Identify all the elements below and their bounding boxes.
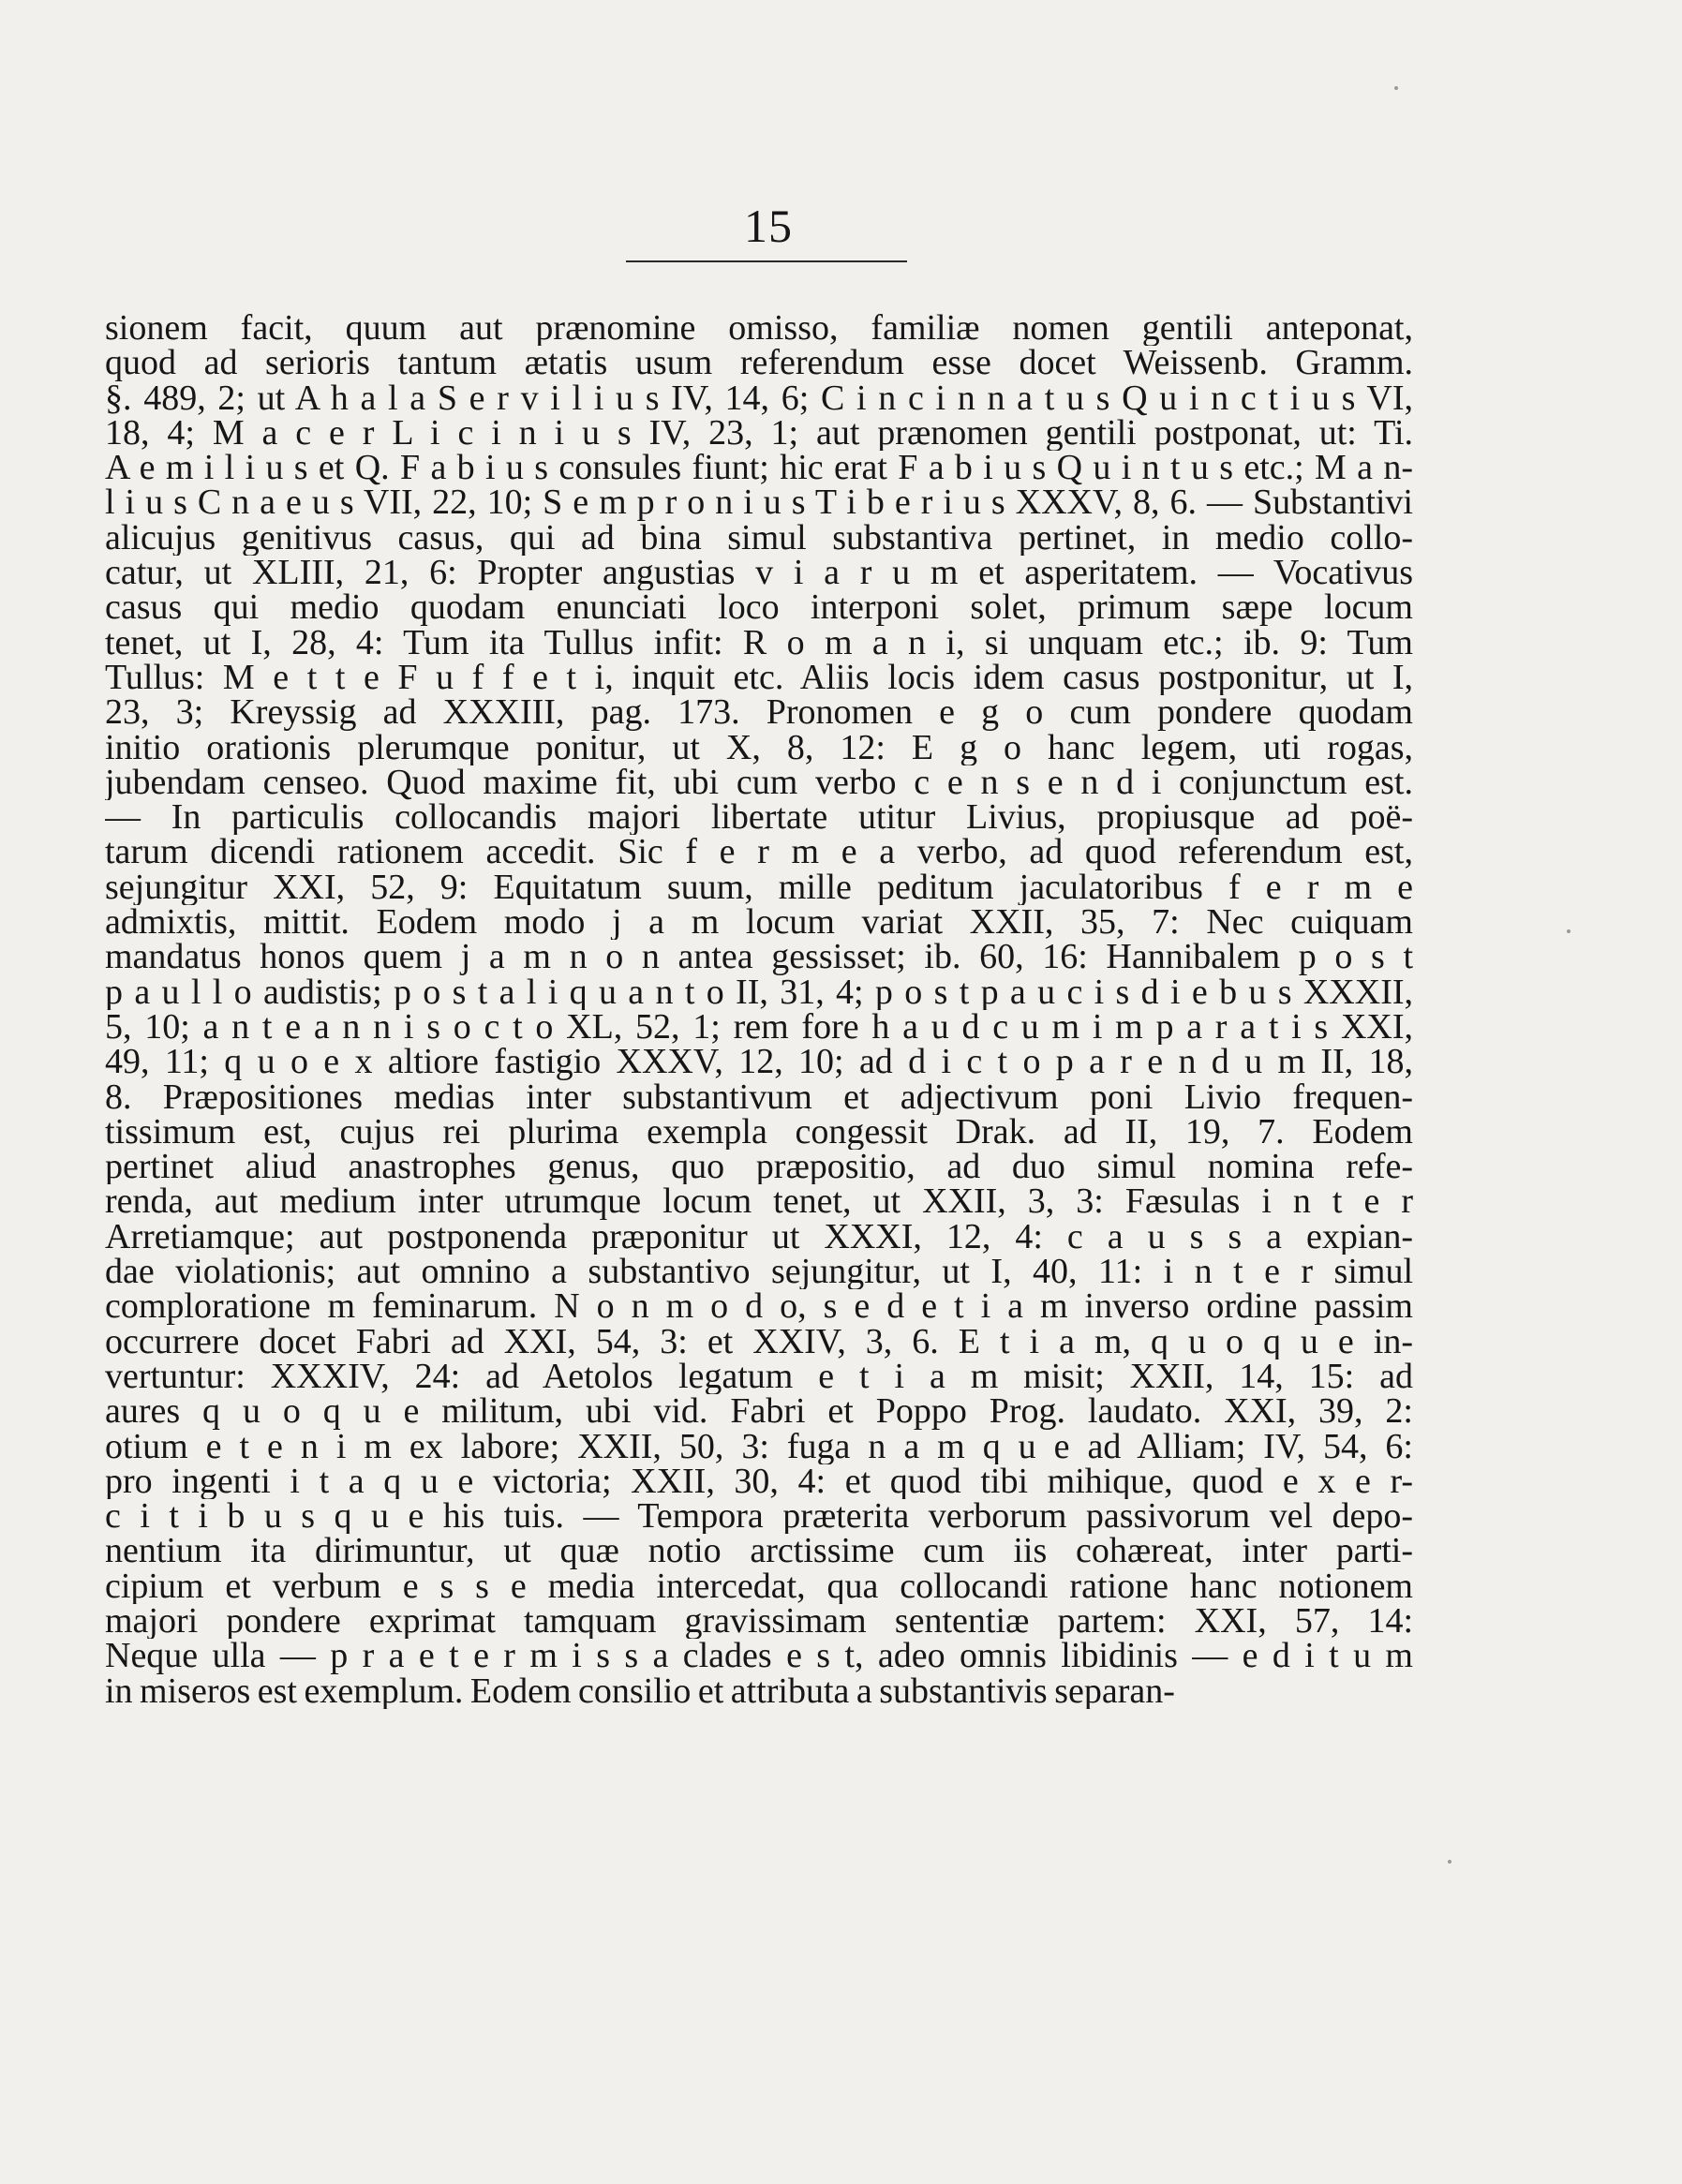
text-line: pro ingenti i t a q u e victoria; XXII, 30, 4: et quod tibi mihique, quod e x e r-: [105, 1463, 1413, 1500]
text-line: dae violationis; aut omnino a substantivo sejungitur, ut I, 40, 11: i n t e r simul: [105, 1255, 1413, 1290]
text-line: — In particulis collocandis majori libertate utitur Livius, propiusque ad poë-: [105, 800, 1413, 836]
text-line: §. 489, 2; ut A h a l a S e r v i l i u s IV, 14, 6; C i n c i n n a t u s Q u i n c t i u s VI,: [105, 380, 1413, 416]
page-number-rule: [626, 260, 907, 262]
text-line: 18, 4; M a c e r L i c i n i u s IV, 23, 1; aut prænomen gentili postponat, ut: Ti.: [105, 415, 1413, 452]
text-line: jubendam censeo. Quod maxime fit, ubi cum verbo c e n s e n d i conjunctum est.: [105, 765, 1413, 801]
text-line: sejungitur XXI, 52, 9: Equitatum suum, mille peditum jaculatoribus f e r m e: [105, 869, 1413, 906]
text-line: cipium et verbum e s s e media intercedat, qua collocandi ratione hanc notionem: [105, 1568, 1413, 1604]
text-line: in miseros est exemplum. Eodem consilio et attributa a substantivis separan-: [105, 1673, 1175, 1709]
paper-speck: [1448, 1860, 1451, 1864]
text-line: otium e t e n i m ex labore; XXII, 50, 3: fuga n a m q u e ad Alliam; IV, 54, 6:: [105, 1429, 1413, 1464]
text-line: Arretiamque; aut postponenda præponitur ut XXXI, 12, 4: c a u s s a expian-: [105, 1219, 1413, 1255]
paper-speck: [1567, 929, 1570, 933]
text-line: aures q u o q u e militum, ubi vid. Fabri et Poppo Prog. laudato. XXI, 39, 2:: [105, 1394, 1413, 1430]
text-line: sionem facit, quum aut prænomine omisso, familiæ nomen gentili anteponat,: [105, 311, 1413, 347]
text-line: vertuntur: XXXIV, 24: ad Aetolos legatum e t i a m misit; XXII, 14, 15: ad: [105, 1359, 1413, 1395]
text-line: casus qui medio quodam enunciati loco interponi solet, primum sæpe locum: [105, 590, 1413, 626]
text-line: p a u l l o audistis; p o s t a l i q u a n t o II, 31, 4; p o s t p a u c i s d i e b u s XXXII,: [105, 974, 1413, 1010]
text-line: pertinet aliud anastrophes genus, quo præpositio, ad duo simul nomina refe-: [105, 1150, 1413, 1185]
text-line: A e m i l i u s et Q. F a b i u s consules fiunt; hic erat F a b i u s Q u i n t u s etc.; M a n-: [105, 451, 1413, 486]
body-text: [105, 311, 1413, 1709]
text-line: l i u s C n a e u s VII, 22, 10; S e m p r o n i u s T i b e r i u s XXXV, 8, 6. — Substantivi: [105, 485, 1413, 521]
text-line: Neque ulla — p r a e t e r m i s s a clades e s t, adeo omnis libidinis — e d i t u m: [105, 1639, 1413, 1674]
text-line: c i t i b u s q u e his tuis. — Tempora præterita verborum passivorum vel depo-: [105, 1499, 1413, 1535]
text-line: alicujus genitivus casus, qui ad bina simul substantiva pertinet, in medio collo-: [105, 520, 1413, 557]
text-line: occurrere docet Fabri ad XXI, 54, 3: et XXIV, 3, 6. E t i a m, q u o q u e in-: [105, 1324, 1413, 1359]
text-line: comploratione m feminarum. N o n m o d o, s e d e t i a m inverso ordine passim: [105, 1289, 1413, 1325]
text-line: tenet, ut I, 28, 4: Tum ita Tullus infit: R o m a n i, si unquam etc.; ib. 9: Tum: [105, 625, 1413, 661]
text-line: renda, aut medium inter utrumque locum tenet, ut XXII, 3, 3: Fæsulas i n t e r: [105, 1184, 1413, 1220]
text-line: admixtis, mittit. Eodem modo j a m locum variat XXII, 35, 7: Nec cuiquam: [105, 905, 1413, 941]
text-line: 49, 11; q u o e x altiore fastigio XXXV, 12, 10; ad d i c t o p a r e n d u m II, 18,: [105, 1045, 1413, 1080]
text-line: 23, 3; Kreyssig ad XXXIII, pag. 173. Pronomen e g o cum pondere quodam: [105, 695, 1413, 731]
text-line: tarum dicendi rationem accedit. Sic f e r m e a verbo, ad quod referendum est,: [105, 835, 1413, 870]
text-line: 8. Præpositiones medias inter substantivum et adjectivum poni Livio frequen-: [105, 1079, 1413, 1115]
text-line: nentium ita dirimuntur, ut quæ notio arctissime cum iis cohæreat, inter parti-: [105, 1534, 1413, 1569]
text-line: majori pondere exprimat tamquam gravissimam sententiæ partem: XXI, 57, 14:: [105, 1603, 1413, 1640]
text-line: 5, 10; a n t e a n n i s o c t o XL, 52, 1; rem fore h a u d c u m i m p a r a t i s XXI,: [105, 1009, 1413, 1046]
text-line: tissimum est, cujus rei plurima exempla congessit Drak. ad II, 19, 7. Eodem: [105, 1114, 1413, 1151]
text-line: mandatus honos quem j a m n o n antea gessisset; ib. 60, 16: Hannibalem p o s t: [105, 940, 1413, 975]
text-line: Tullus: M e t t e F u f f e t i, inquit etc. Aliis locis idem casus postponitur, ut I,: [105, 660, 1413, 696]
text-line: catur, ut XLIII, 21, 6: Propter angustias v i a r u m et asperitatem. — Vocativus: [105, 556, 1413, 591]
page-number: 15: [744, 200, 793, 252]
paper-speck: [1394, 86, 1398, 90]
text-line: initio orationis plerumque ponitur, ut X, 8, 12: E g o hanc legem, uti rogas,: [105, 730, 1413, 765]
text-line: quod ad serioris tantum ætatis usum referendum esse docet Weissenb. Gramm.: [105, 346, 1413, 381]
